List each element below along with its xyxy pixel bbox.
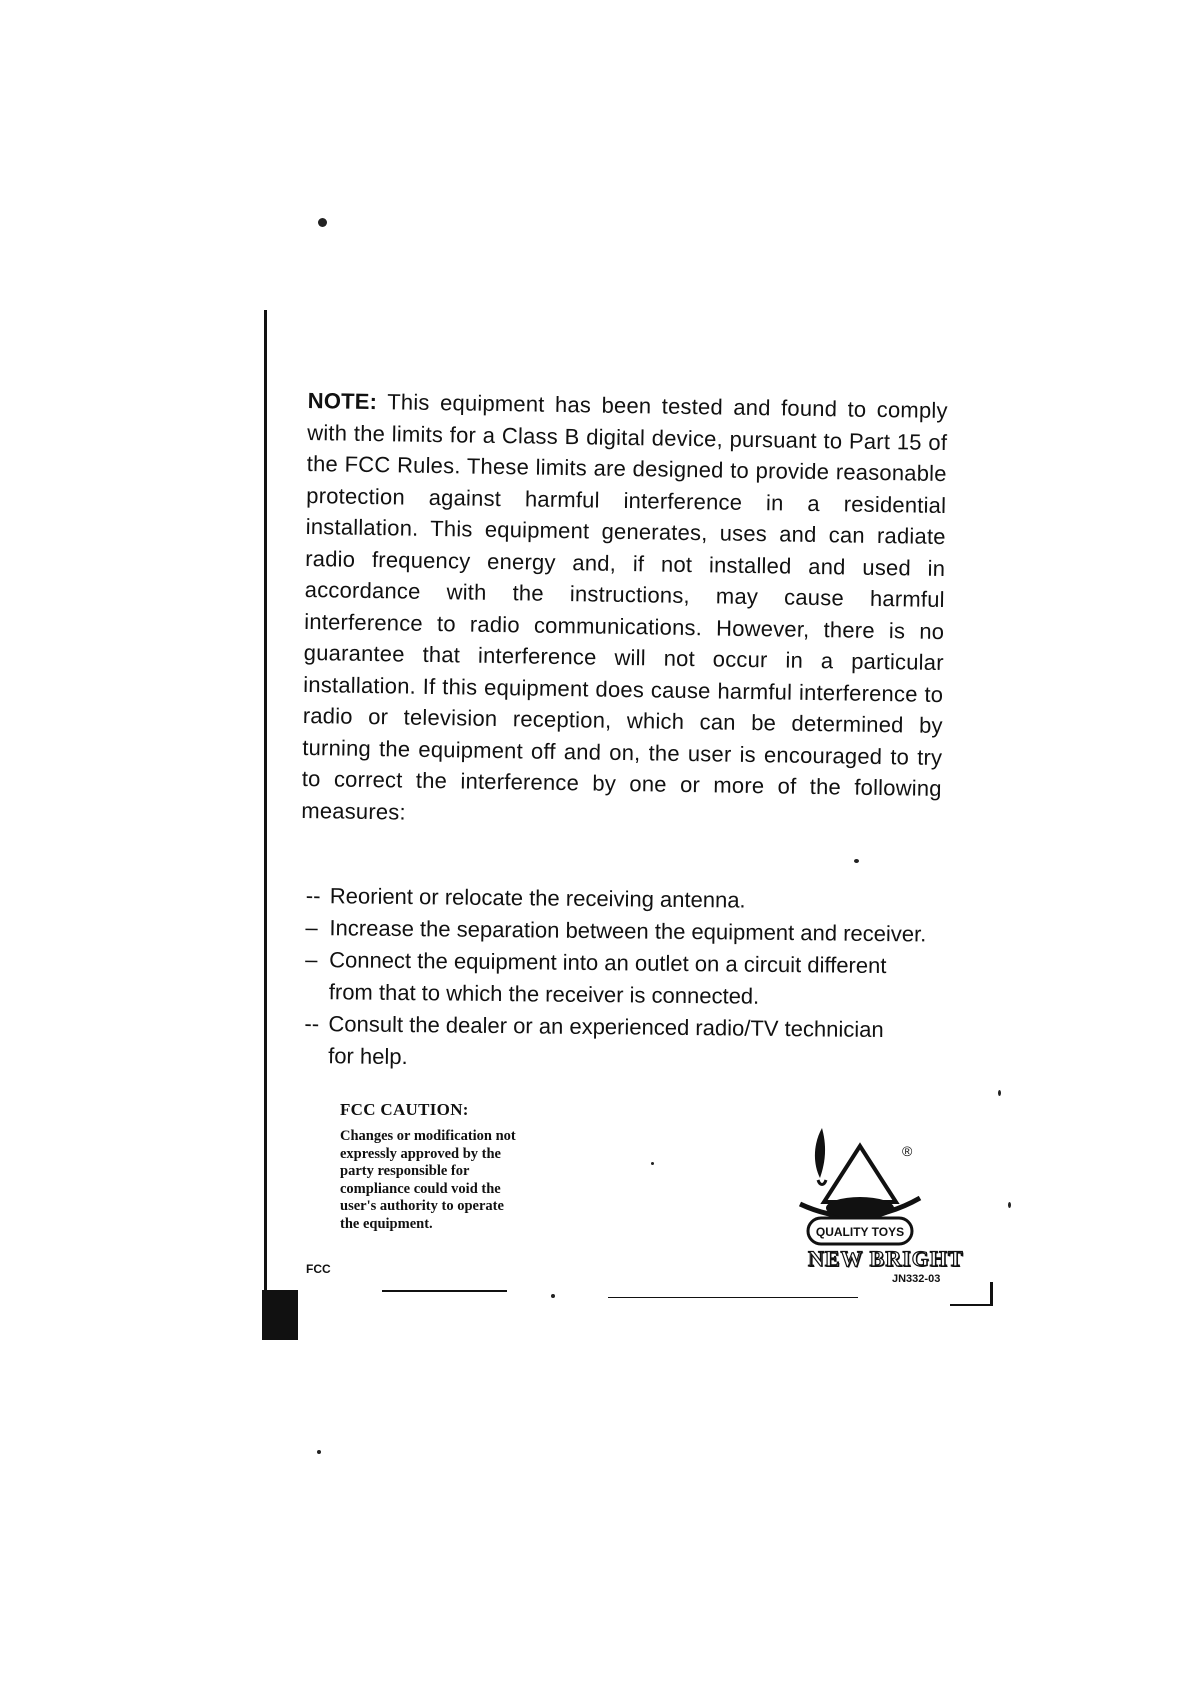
bottom-rule [382,1290,507,1292]
scan-speck [651,1162,654,1165]
scan-speck [854,859,859,863]
fcc-caution-text [340,1128,580,1233]
scan-speck [998,1090,1001,1096]
dash-marker: – [305,914,318,941]
note-text: This equipment has been tested and found to comply with the limits for a Class B digital device, pursuant to Part 15 of the FCC Rules. These limits are designed to provide reasonable protection against harmful interference in a residential installation. This equipment generates, uses and can radiate radio frequency energy and, if not installed and used in accordance with the instructions, may cause harmful interference to radio communications. However, there is no guarantee that interference will not occur in a particular installation. If this equipment does cause harmful interference to radio or television reception, which can be determined by turning the equipment off and on, the user is encouraged to try to correct the interference by one or more of the following measures: [301,389,948,825]
list-item [305,944,910,1014]
bottom-rule [950,1304,992,1306]
brand-name: NEW BRIGHT [808,1246,964,1271]
caution-line: party responsible for [340,1163,470,1179]
left-margin-bar [264,310,267,1340]
fcc-note-paragraph [301,385,948,836]
dash-marker: -- [305,882,321,909]
note-label: NOTE: [307,387,378,415]
caution-line: the equipment. [340,1215,433,1232]
dash-marker: -- [304,1010,320,1037]
measures-list [304,880,946,1079]
scan-speck [317,1450,321,1454]
measure-text: Consult the dealer or an experienced radio/TV technician for help. [328,1011,884,1070]
caution-line: expressly approved by the [340,1145,501,1162]
dash-marker: – [305,946,318,973]
fcc-caution-title: FCC CAUTION: [340,1100,469,1119]
caution-line: Changes or modification not [340,1128,516,1144]
left-corner-block [262,1290,298,1340]
measure-text: Connect the equipment into an outlet on a circuit different from that to which the receiver is connected. [328,947,887,1009]
caution-line: user's authority to operate [340,1198,504,1214]
fcc-mark: FCC [306,1262,331,1276]
logo-badge-text: QUALITY TOYS [815,1225,905,1239]
caution-line: compliance could void the [340,1180,501,1197]
registered-mark: ® [902,1143,913,1159]
measure-text: Reorient or relocate the receiving antenna. [329,883,746,913]
model-number: JN332-03 [892,1273,941,1285]
scan-speck [318,218,327,227]
measure-text: Increase the separation between the equipment and receiver. [329,915,927,947]
scan-speck [551,1294,555,1298]
list-item [304,1008,909,1078]
bottom-rule [608,1297,858,1298]
scan-speck [1008,1202,1011,1208]
bottom-rule [990,1282,993,1306]
